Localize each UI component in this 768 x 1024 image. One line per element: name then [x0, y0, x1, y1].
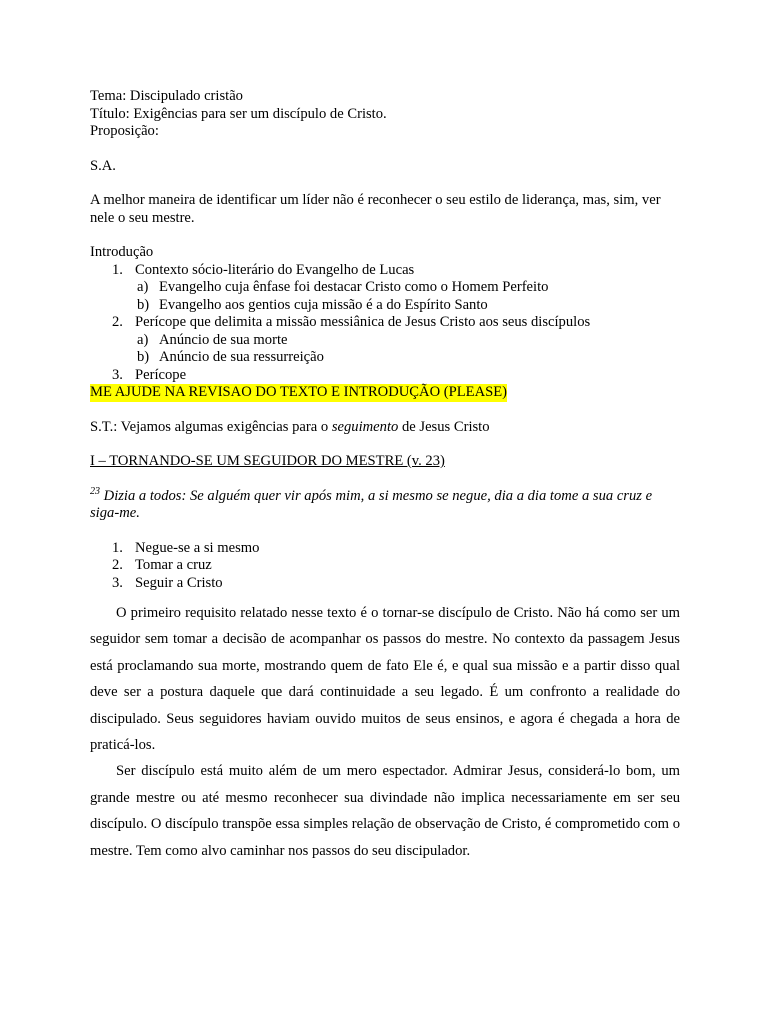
- sub-list-item: [90, 297, 680, 315]
- tema-line: Tema: Discipulado cristão: [90, 88, 243, 104]
- sa-text: A melhor maneira de identificar um líder não é reconhecer o seu estilo de liderança, mas, sim, ver nele o seu mestre.: [90, 192, 661, 226]
- verse-quote: [90, 485, 680, 523]
- list-item-text: Negue-se a si mesmo: [135, 539, 260, 556]
- sub-list-item-text: Evangelho aos gentios cuja missão é a do Espírito Santo: [159, 296, 488, 313]
- requirements-list: [90, 540, 680, 593]
- verse-text: Dizia a todos: Se alguém quer vir após mim, a si mesmo se negue, dia a dia tome a sua cruz e siga-me.: [90, 487, 653, 521]
- st-line: [90, 419, 680, 437]
- list-number: 3.: [112, 366, 123, 383]
- sub-list-item: [90, 332, 680, 350]
- introducao-list: [90, 262, 680, 385]
- titulo-line: Título: Exigências para ser um discípulo de Cristo.: [90, 105, 387, 122]
- sub-list-item-text: Evangelho cuja ênfase foi destacar Cristo como o Homem Perfeito: [159, 279, 549, 295]
- list-number: 1.: [112, 539, 123, 556]
- sub-list-letter: a): [137, 279, 149, 295]
- st-prefix: S.T.: Vejamos algumas exigências para o: [90, 418, 332, 435]
- sub-list-item-text: Anúncio de sua morte: [159, 331, 288, 348]
- sub-list-letter: b): [137, 296, 150, 313]
- sub-list-letter: b): [137, 349, 150, 365]
- proposicao-line: Proposição:: [90, 123, 159, 139]
- list-item-text: Seguir a Cristo: [135, 574, 223, 591]
- list-item-text: Perícope que delimita a missão messiânica de Jesus Cristo aos seus discípulos: [135, 314, 591, 330]
- highlight-note: ME AJUDE NA REVISAO DO TEXTO E INTRODUÇÃO (PLEASE): [90, 384, 507, 400]
- list-item-text: Perícope: [135, 366, 187, 383]
- document-page: [90, 88, 680, 864]
- list-item: [90, 314, 680, 332]
- section-heading: I – TORNANDO-SE UM SEGUIDOR DO MESTRE (v. 23): [90, 453, 445, 469]
- list-item: [90, 575, 680, 593]
- body-paragraph-2: Ser discípulo está muito além de um mero espectador. Admirar Jesus, considerá-lo bom, um grande mestre ou até mesmo reconhecer sua divindade não implica necessariamente em ser seu discípulo. O discípulo transpõe essa simples relação de observação de Cristo, é comprometido com o mestre. Tem como alvo caminhar nos passos do seu discipulador.: [90, 763, 680, 859]
- list-number: 3.: [112, 574, 123, 591]
- introducao-title: Introdução: [90, 244, 154, 260]
- st-emphasis: seguimento: [331, 418, 399, 435]
- list-item: [90, 557, 680, 575]
- verse-number: 23: [90, 485, 100, 497]
- list-item: [90, 367, 680, 385]
- sa-label: S.A.: [90, 157, 116, 174]
- list-number: 2.: [112, 314, 123, 330]
- st-suffix: de Jesus Cristo: [398, 418, 490, 435]
- sub-list-item: [90, 279, 680, 297]
- list-item: [90, 262, 680, 280]
- list-number: 2.: [112, 557, 123, 573]
- list-number: 1.: [112, 261, 123, 278]
- body-paragraph-1: O primeiro requisito relatado nesse texto é o tornar-se discípulo de Cristo. Não há como ser um seguidor sem tomar a decisão de acompanhar os passos do mestre. No contexto da passagem Jesus está proclamando sua morte, mostrando quem de fato Ele é, e qual sua missão e a partir disso qual deve ser a postura daquele que dará continuidade a seu legado. É um confronto a realidade do discipulado. Seus seguidores haviam ouvido muitos de seus ensinos, e agora é chegada a hora de praticá-los.: [90, 605, 680, 754]
- sub-list-item-text: Anúncio de sua ressurreição: [159, 349, 324, 365]
- list-item: [90, 540, 680, 558]
- list-item-text: Tomar a cruz: [135, 557, 212, 573]
- sub-list-letter: a): [137, 331, 149, 348]
- highlight-note-line: [90, 384, 680, 402]
- sub-list-item: [90, 349, 680, 367]
- list-item-text: Contexto sócio-literário do Evangelho de Lucas: [135, 261, 415, 278]
